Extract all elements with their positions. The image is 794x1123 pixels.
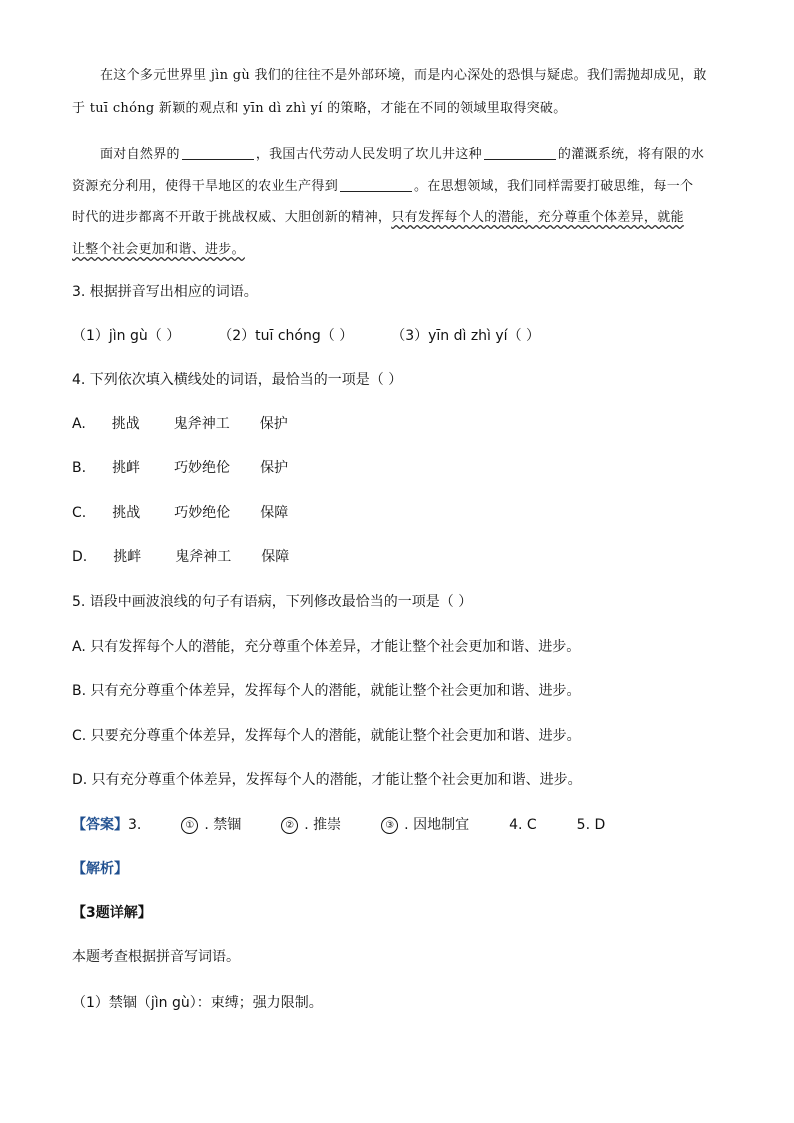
option-word: 巧妙绝伦 — [174, 460, 231, 476]
q5-option-c: C. 只要充分尊重个体差异，发挥每个人的潜能，就能让整个社会更加和谐、进步。 — [72, 728, 581, 744]
option-word: 鬼斧神工 — [173, 416, 230, 432]
option-word: 挑衅 — [112, 460, 141, 476]
q3-detail-item-1: （1）禁锢（jìn gù）：束缚；强力限制。 — [72, 995, 323, 1011]
option-word: 保障 — [260, 505, 289, 521]
passage-text: 资源充分利用，使得干旱地区的农业生产得到 — [72, 179, 339, 194]
q3-items — [72, 327, 540, 345]
answer-3-3: . 因地制宜 — [404, 817, 470, 833]
q4-option-a — [72, 415, 288, 433]
circled-2-icon: ② — [281, 817, 298, 834]
option-word: 保护 — [259, 416, 288, 432]
circled-3-icon: ③ — [381, 817, 398, 834]
passage-p1-line1: 在这个多元世界里 jìn gù 我们的往往不是外部环境，而是内心深处的恐惧与疑虑。我们需抛却成见，敢 — [100, 68, 707, 83]
answer-3-1: . 禁锢 — [204, 817, 242, 833]
fill-blank-2 — [484, 145, 556, 160]
q4-option-b — [72, 459, 288, 477]
answer-line — [72, 816, 605, 834]
passage-text: 。在思想领域，我们同样需要打破思维，每一个 — [414, 179, 694, 194]
answer-5: 5. D — [576, 817, 606, 833]
passage-p2-line4 — [72, 241, 245, 259]
q3-item-2: （2）tuī chóng（ ） — [218, 328, 354, 344]
q4-stem: 4. 下列依次填入横线处的词语，最恰当的一项是（ ） — [72, 372, 403, 388]
passage-p1-line2: 于 tuī chóng 新颖的观点和 yīn dì zhì yí 的策略，才能在不同的领域里取得突破。 — [72, 101, 567, 116]
option-word: 巧妙绝伦 — [174, 505, 231, 521]
q4-option-d — [72, 548, 289, 566]
q5-option-d: D. 只有充分尊重个体差异，发挥每个人的潜能，才能让整个社会更加和谐、进步。 — [72, 772, 582, 788]
q4-option-c — [72, 504, 288, 522]
q3-detail-title: 【3题详解】 — [72, 905, 152, 921]
answer-3-2: . 推崇 — [304, 817, 342, 833]
option-word: 挑战 — [112, 505, 141, 521]
wavy-underlined-sentence: 只有发挥每个人的潜能，充分尊重个体差异，就能 — [391, 210, 684, 225]
option-word: 鬼斧神工 — [175, 549, 232, 565]
passage-p2-line1 — [100, 145, 704, 164]
option-letter: D. — [72, 549, 88, 565]
passage-p2-line2 — [72, 177, 693, 196]
option-letter: C. — [72, 505, 87, 521]
analysis-label: 【解析】 — [72, 861, 128, 877]
option-word: 挑衅 — [113, 549, 142, 565]
q3-stem: 3. 根据拼音写出相应的词语。 — [72, 284, 258, 300]
option-letter: A. — [72, 416, 86, 432]
option-letter: B. — [72, 460, 87, 476]
q5-option-b: B. 只有充分尊重个体差异，发挥每个人的潜能，就能让整个社会更加和谐、进步。 — [72, 683, 581, 699]
wavy-underlined-sentence: 让整个社会更加和谐、进步。 — [72, 242, 245, 257]
q5-stem: 5. 语段中画波浪线的句子有语病，下列修改最恰当的一项是（ ） — [72, 594, 473, 610]
answer-num: 3. — [128, 817, 142, 833]
q3-detail-intro: 本题考查根据拼音写词语。 — [72, 949, 240, 965]
option-word: 保护 — [260, 460, 289, 476]
q5-option-a: A. 只有发挥每个人的潜能，充分尊重个体差异，才能让整个社会更加和谐、进步。 — [72, 639, 581, 655]
fill-blank-1 — [182, 145, 254, 160]
option-word: 挑战 — [111, 416, 140, 432]
answer-label: 【答案】 — [72, 817, 128, 833]
passage-text: 的灌溉系统，将有限的水 — [557, 147, 705, 162]
passage-text: ，我国古代劳动人民发明了坎儿井这种 — [255, 147, 482, 162]
q3-item-3: （3）yīn dì zhì yí（ ） — [391, 328, 541, 344]
passage-text: 面对自然界的 — [100, 147, 180, 162]
passage-p2-line3 — [72, 209, 684, 227]
circled-1-icon: ① — [181, 817, 198, 834]
fill-blank-3 — [340, 177, 412, 192]
q3-item-1: （1）jìn gù（ ） — [72, 328, 181, 344]
passage-text: 时代的进步都离不开敢于挑战权威、大胆创新的精神， — [72, 210, 392, 225]
option-word: 保障 — [261, 549, 290, 565]
answer-4: 4. C — [509, 817, 537, 833]
